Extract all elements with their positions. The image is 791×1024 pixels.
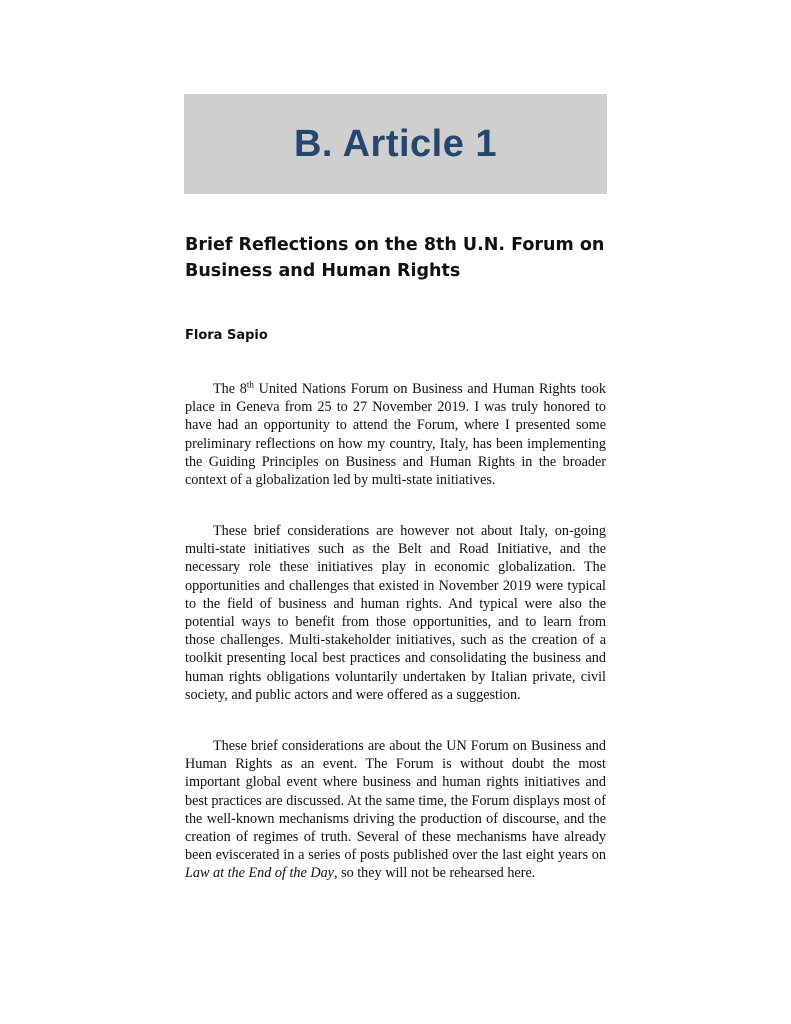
section-banner-title: B. Article 1 <box>293 122 498 165</box>
paragraph-1-body: United Nations Forum on Business and Human Rights took place in Geneva from 25 to 27 November 2019. I was truly honored to have had an opportunity to attend the Forum, where I presented some preliminary reflections on how my country, Italy, has been implementing the Guiding Principles on Business and Human Rights in the broader context of a globalization led by multi-state initiatives. <box>185 381 606 489</box>
paragraph-1-lead: The 8 <box>213 381 247 397</box>
ordinal-suffix: th <box>246 379 254 390</box>
publication-title: Law at the End of the Day <box>185 865 334 882</box>
paragraph-3-body: These brief considerations are about the UN Forum on Business and Human Rights as an event. The Forum is without doubt the most important global event where business and human rights initiatives and best practices are discussed. At the same time, the Forum displays most of the well-known mechanisms driving the production of discourse, and the creation of regimes of truth. Several of these mechanisms have already been eviscerated in a series of posts published over the last eight years on <box>185 738 606 864</box>
paragraph-1 <box>185 380 606 489</box>
paragraph-3-end: , so they will not be rehearsed here. <box>333 865 536 882</box>
article-title: Brief Reflections on the 8th U.N. Forum on Business and Human Rights <box>185 235 605 281</box>
paragraph-3 <box>185 737 606 883</box>
author-name: Flora Sapio <box>185 328 268 343</box>
paragraph-2: These brief considerations are however not about Italy, on-going multi-state initiatives such as the Belt and Road Initiative, and the necessary role these initiatives play in economic globalization. The opportunities and challenges that existed in November 2019 were typical to the field of business and human rights. And typical were also the potential ways to benefit from those opportunities, and to learn from those challenges. Multi-stakeholder initiatives, such as the creation of a toolkit presenting local best practices and consolidating the business and human rights obligations voluntarily undertaken by Italian private, civil society, and public actors and were offered as a suggestion. <box>185 523 606 703</box>
section-banner <box>184 94 607 194</box>
